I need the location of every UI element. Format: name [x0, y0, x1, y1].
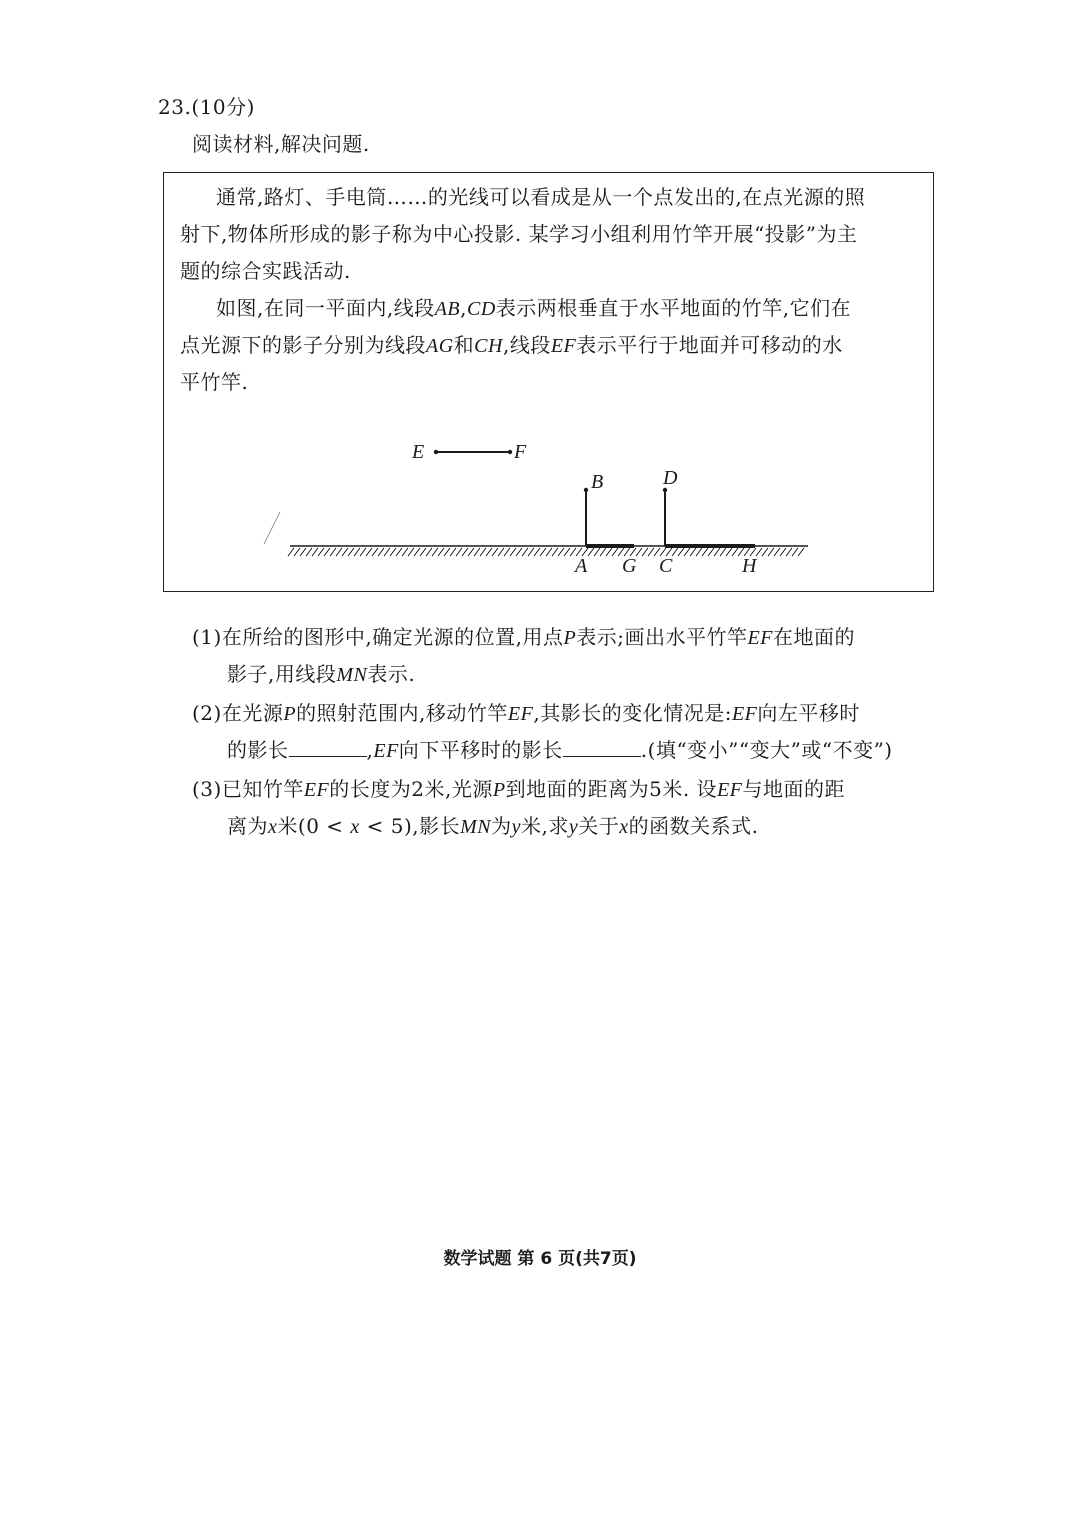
text: 离为: [227, 814, 268, 838]
question-intro: 阅读材料,解决问题.: [192, 132, 370, 156]
part2-line2: [227, 738, 893, 763]
part3-line2: [227, 814, 759, 839]
point-b: [584, 488, 588, 492]
text: 如图,在同一平面内,线段: [216, 296, 435, 320]
var-x: x: [350, 816, 360, 838]
var-x: x: [619, 816, 629, 838]
point-p: P: [563, 627, 577, 649]
material-p1-line1: 通常,路灯、手电筒……的光线可以看成是从一个点发出的,在点光源的照: [216, 185, 866, 209]
segment-ef: EF: [747, 627, 773, 649]
material-p2-line3: 平竹竿.: [180, 370, 249, 394]
text: 与地面的距: [742, 777, 845, 801]
text: 表示.: [367, 662, 416, 686]
text: 影子,用线段: [227, 662, 337, 686]
segment-cd: CD: [467, 298, 496, 320]
segment-ef: EF: [731, 703, 758, 725]
answer-blank-down[interactable]: [563, 738, 641, 757]
label-a: A: [575, 555, 588, 577]
segment-mn: MN: [336, 664, 368, 686]
text: (2)在光源: [192, 701, 284, 725]
text: 点光源下的影子分别为线段: [180, 333, 426, 357]
answer-blank-left[interactable]: [289, 738, 367, 757]
text: 米,求: [521, 814, 569, 838]
segment-ef: EF: [373, 740, 399, 762]
text: ,: [460, 296, 468, 320]
text: 在地面的: [772, 625, 855, 649]
label-f: F: [514, 441, 527, 463]
text: (1)在所给的图形中,确定光源的位置,用点: [192, 625, 564, 649]
text: 的影长: [227, 738, 289, 762]
text: ,线段: [502, 333, 551, 357]
var-y: y: [568, 816, 579, 838]
label-e: E: [412, 441, 425, 463]
text: 到地面的距离为5米. 设: [505, 777, 718, 801]
question-number: 23.: [158, 95, 192, 119]
point-p: P: [492, 779, 506, 801]
text: 表示;画出水平竹竿: [576, 625, 748, 649]
text: 向左平移时: [757, 701, 860, 725]
question-score: (10分): [191, 95, 255, 119]
stray-mark: [264, 512, 280, 544]
var-x: x: [268, 816, 278, 838]
question-header: [158, 95, 255, 119]
text: 米(0 <: [277, 814, 351, 838]
text: ,: [366, 738, 374, 762]
segment-ef: EF: [507, 703, 534, 725]
label-c: C: [659, 555, 673, 577]
point-p: P: [283, 703, 297, 725]
var-y: y: [511, 816, 522, 838]
text: 的长度为2米,光源: [329, 777, 493, 801]
segment-mn: MN: [460, 816, 492, 838]
segment-ef: EF: [717, 779, 743, 801]
text: (3)已知竹竿: [192, 777, 304, 801]
segment-ch: CH: [474, 335, 503, 357]
part2-line1: [192, 701, 860, 726]
text: 的照射范围内,移动竹竿: [296, 701, 508, 725]
segment-ef: EF: [550, 335, 577, 357]
text: < 5),影长: [359, 814, 461, 838]
text: .(填“变小”“变大”或“不变”): [640, 738, 893, 762]
text: 表示两根垂直于水平地面的竹竿,它们在: [495, 296, 852, 320]
material-p1-line2: 射下,物体所形成的影子称为中心投影. 某学习小组利用竹竿开展“投影”为主: [180, 222, 858, 246]
segment-ab: AB: [434, 298, 461, 320]
text: 关于: [578, 814, 620, 838]
ground-hatching: [288, 548, 804, 556]
text: 向下平移时的影长: [398, 738, 563, 762]
material-p1-line3: 题的综合实践活动.: [180, 259, 351, 283]
label-d: D: [663, 467, 678, 489]
projection-figure: [163, 172, 934, 592]
point-e: [434, 450, 438, 454]
label-h: H: [742, 555, 757, 577]
segment-ef: EF: [303, 779, 330, 801]
page-footer: 数学试题 第 6 页(共7页): [443, 1249, 637, 1269]
segment-ag: AG: [426, 335, 454, 357]
text: 和: [453, 333, 475, 357]
part1-line2: [227, 662, 415, 687]
text: 的函数关系式.: [628, 814, 759, 838]
text: ,其影长的变化情况是:: [533, 701, 732, 725]
label-b: B: [591, 471, 604, 493]
point-f: [508, 450, 512, 454]
text: 为: [491, 814, 512, 838]
label-g: G: [622, 555, 637, 577]
part1-line1: [192, 625, 855, 650]
part3-line1: [192, 777, 845, 802]
text: 表示平行于地面并可移动的水: [576, 333, 843, 357]
